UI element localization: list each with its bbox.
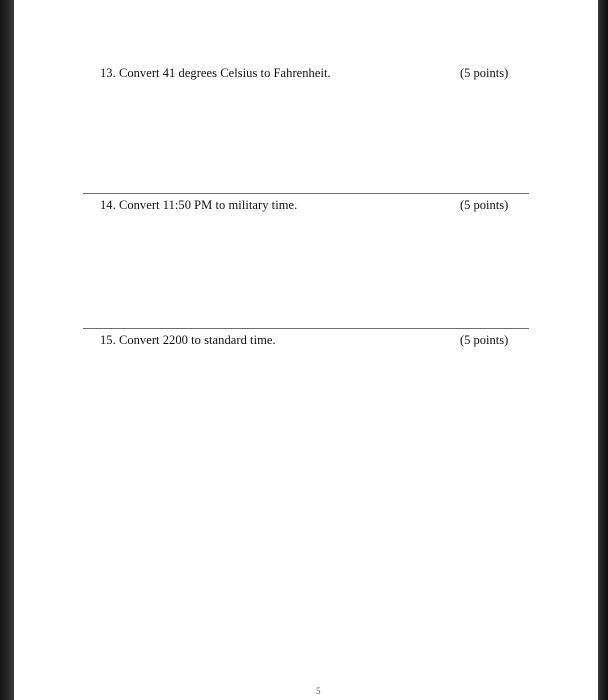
document-page: [14, 0, 598, 700]
question-14-points: (5 points): [460, 198, 509, 212]
divider-line: [83, 193, 529, 194]
question-15-points: (5 points): [460, 333, 509, 347]
divider-line: [83, 328, 529, 329]
viewer-left-edge: [0, 0, 14, 700]
question-14-text: 14. Convert 11:50 PM to military time.: [100, 198, 298, 212]
question-13-text: 13. Convert 41 degrees Celsius to Fahrenheit.: [100, 66, 331, 80]
question-13-points: (5 points): [460, 66, 509, 80]
page-number: 5: [316, 686, 321, 696]
question-15-text: 15. Convert 2200 to standard time.: [100, 333, 276, 347]
viewer-right-edge: [598, 0, 608, 700]
